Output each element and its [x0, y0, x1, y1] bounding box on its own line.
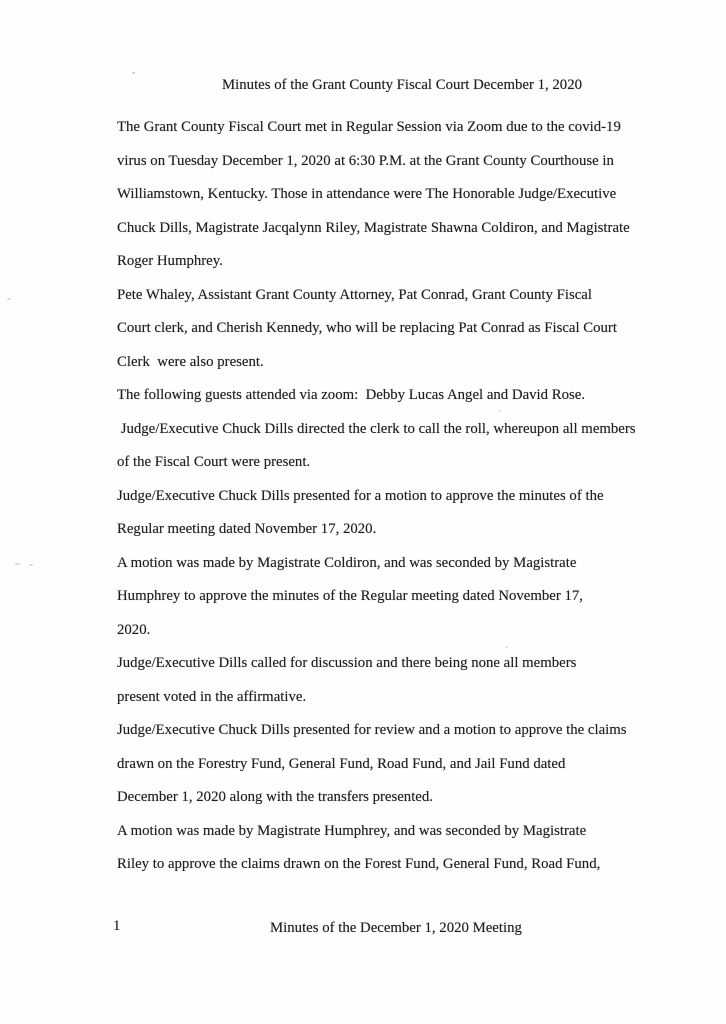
body-line: Judge/Executive Chuck Dills presented for review and a motion to approve the claims — [117, 722, 627, 738]
scan-speck — [7, 298, 11, 300]
document-title: Minutes of the Grant County Fiscal Court December 1, 2020 — [222, 77, 582, 93]
body-line: Riley to approve the claims drawn on the Forest Fund, General Fund, Road Fund, — [117, 856, 601, 872]
scan-speck — [15, 563, 20, 565]
body-line: Clerk were also present. — [117, 353, 264, 370]
body-line: Judge/Executive Chuck Dills directed the clerk to call the roll, whereupon all members — [117, 420, 636, 437]
body-line: present voted in the affirmative. — [117, 688, 307, 705]
scan-speck — [505, 646, 508, 648]
body-line: 2020. — [117, 621, 151, 638]
body-line: Judge/Executive Dills called for discussion and there being none all members — [117, 655, 577, 671]
body-line: virus on Tuesday December 1, 2020 at 6:30 P.M. at the Grant County Courthouse in — [117, 152, 614, 169]
body-line: Regular meeting dated November 17, 2020. — [117, 521, 377, 537]
scan-speck — [29, 564, 33, 566]
page-footer — [0, 918, 726, 942]
body-line: Court clerk, and Cherish Kennedy, who will be replacing Pat Conrad as Fiscal Court — [117, 320, 617, 336]
body-line: A motion was made by Magistrate Humphrey, and was seconded by Magistrate — [117, 822, 587, 839]
body-line: A motion was made by Magistrate Coldiron, and was seconded by Magistrate — [117, 554, 577, 571]
scan-speck — [498, 410, 501, 412]
body-line: Williamstown, Kentucky. Those in attendance were The Honorable Judge/Executive — [117, 186, 617, 202]
scan-speck — [132, 72, 135, 74]
page-number: 1 — [113, 918, 121, 934]
body-line: Roger Humphrey. — [117, 253, 223, 269]
body-line: The following guests attended via zoom: Debby Lucas Angel and David Rose. — [117, 387, 586, 403]
body-line: Chuck Dills, Magistrate Jacqalynn Riley, Magistrate Shawna Coldiron, and Magistrate — [117, 219, 630, 236]
body-line: Judge/Executive Chuck Dills presented for a motion to approve the minutes of the — [117, 487, 604, 504]
body-line: Humphrey to approve the minutes of the Regular meeting dated November 17, — [117, 588, 583, 604]
body-line: December 1, 2020 along with the transfers presented. — [117, 789, 433, 805]
body-line: Pete Whaley, Assistant Grant County Attorney, Pat Conrad, Grant County Fiscal — [117, 286, 592, 303]
footer-title: Minutes of the December 1, 2020 Meeting — [270, 920, 522, 936]
body-line: drawn on the Forestry Fund, General Fund, Road Fund, and Jail Fund dated — [117, 755, 566, 772]
document-body — [117, 111, 677, 882]
body-line: of the Fiscal Court were present. — [117, 454, 311, 470]
body-line: The Grant County Fiscal Court met in Regular Session via Zoom due to the covid-19 — [117, 119, 621, 135]
